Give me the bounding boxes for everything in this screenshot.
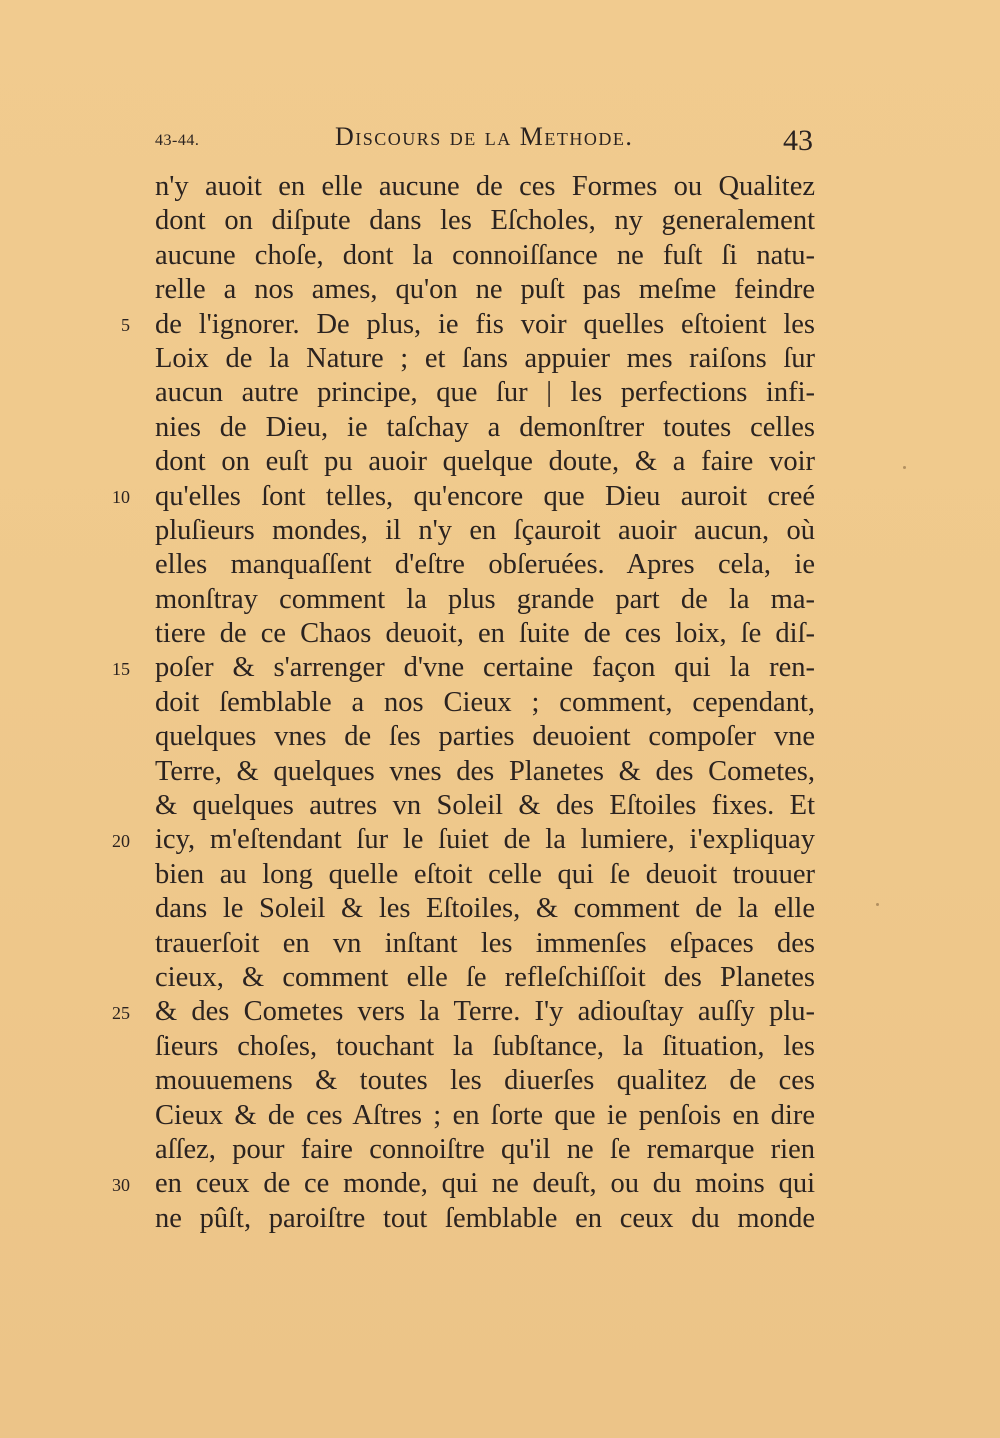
text-line: poſer & s'arrenger d'vne certaine façon qui la ren-	[155, 652, 815, 684]
text-line: pluſieurs mondes, il n'y en ſçauroit auoir aucun, où	[155, 514, 815, 546]
text-line: aucune choſe, dont la connoiſſance ne fuſt ſi natu-	[155, 239, 815, 271]
line-number: 20	[112, 830, 130, 851]
text-line: mouuemens & toutes les diuerſes qualitez de ces	[155, 1065, 815, 1097]
text-line: ſieurs choſes, touchant la ſubſtance, la ſituation, les	[155, 1030, 815, 1062]
text-line: en ceux de ce monde, qui ne deuſt, ou du moins qui	[155, 1168, 815, 1200]
line-number: 25	[112, 1002, 130, 1023]
text-line: aſſez, pour faire connoiſtre qu'il ne ſe remarque rien	[155, 1133, 815, 1165]
text-line: aucun autre principe, que ſur | les perfections infi-	[155, 377, 815, 409]
paper-speck	[876, 903, 879, 906]
text-line: relle a nos ames, qu'on ne puſt pas meſme feindre	[155, 274, 815, 306]
text-line: Terre, & quelques vnes des Planetes & des Cometes,	[155, 755, 815, 787]
folio-reference: 43-44.	[155, 132, 200, 149]
text-line: de l'ignorer. De plus, ie fis voir quelles eſtoient les	[155, 308, 815, 340]
running-title: Discours de la Methode.	[335, 122, 634, 151]
line-number: 10	[112, 486, 130, 507]
paper-speck	[903, 466, 906, 469]
text-line: Cieux & de ces Aſtres ; en ſorte que ie penſois en dire	[155, 1099, 815, 1131]
text-line: doit ſemblable a nos Cieux ; comment, cependant,	[155, 686, 815, 718]
text-line: bien au long quelle eſtoit celle qui ſe deuoit trouuer	[155, 858, 815, 890]
text-line: & des Cometes vers la Terre. I'y adiouſtay auſſy plu-	[155, 996, 815, 1028]
text-line: n'y auoit en elle aucune de ces Formes ou Qualitez	[155, 171, 815, 202]
text-line: tiere de ce Chaos deuoit, en ſuite de ces loix, ſe diſ-	[155, 618, 815, 650]
text-line: dont on diſpute dans les Eſcholes, ny generalement	[155, 205, 815, 237]
text-line: trauerſoit en vn inſtant les immenſes eſpaces des	[155, 927, 815, 959]
text-line: monſtray comment la plus grande part de la ma-	[155, 583, 815, 615]
text-line: icy, m'eſtendant ſur le ſuiet de la lumiere, i'expliquay	[155, 824, 815, 856]
text-line: qu'elles ſont telles, qu'encore que Dieu auroit creé	[155, 480, 815, 512]
text-line: dont on euſt pu auoir quelque doute, & a faire voir	[155, 446, 815, 478]
body-text	[155, 170, 815, 1236]
line-number: 5	[121, 314, 130, 335]
page-header	[155, 118, 815, 158]
text-line: dans le Soleil & les Eſtoiles, & comment de la elle	[155, 893, 815, 925]
text-line: Loix de la Nature ; et ſans appuier mes raiſons ſur	[155, 342, 815, 374]
text-line: cieux, & comment elle ſe refleſchiſſoit des Planetes	[155, 961, 815, 993]
text-line: & quelques autres vn Soleil & des Eſtoiles fixes. Et	[155, 790, 815, 822]
text-line: nies de Dieu, ie taſchay a demonſtrer toutes celles	[155, 411, 815, 443]
page-number: 43	[783, 124, 813, 157]
text-line: elles manquaſſent d'eſtre obſeruées. Apres cela, ie	[155, 549, 815, 581]
line-number: 15	[112, 658, 130, 679]
line-number: 30	[112, 1174, 130, 1195]
text-line: quelques vnes de ſes parties deuoient compoſer vne	[155, 721, 815, 753]
text-line: ne pûſt, paroiſtre tout ſemblable en ceux du monde	[155, 1202, 815, 1234]
